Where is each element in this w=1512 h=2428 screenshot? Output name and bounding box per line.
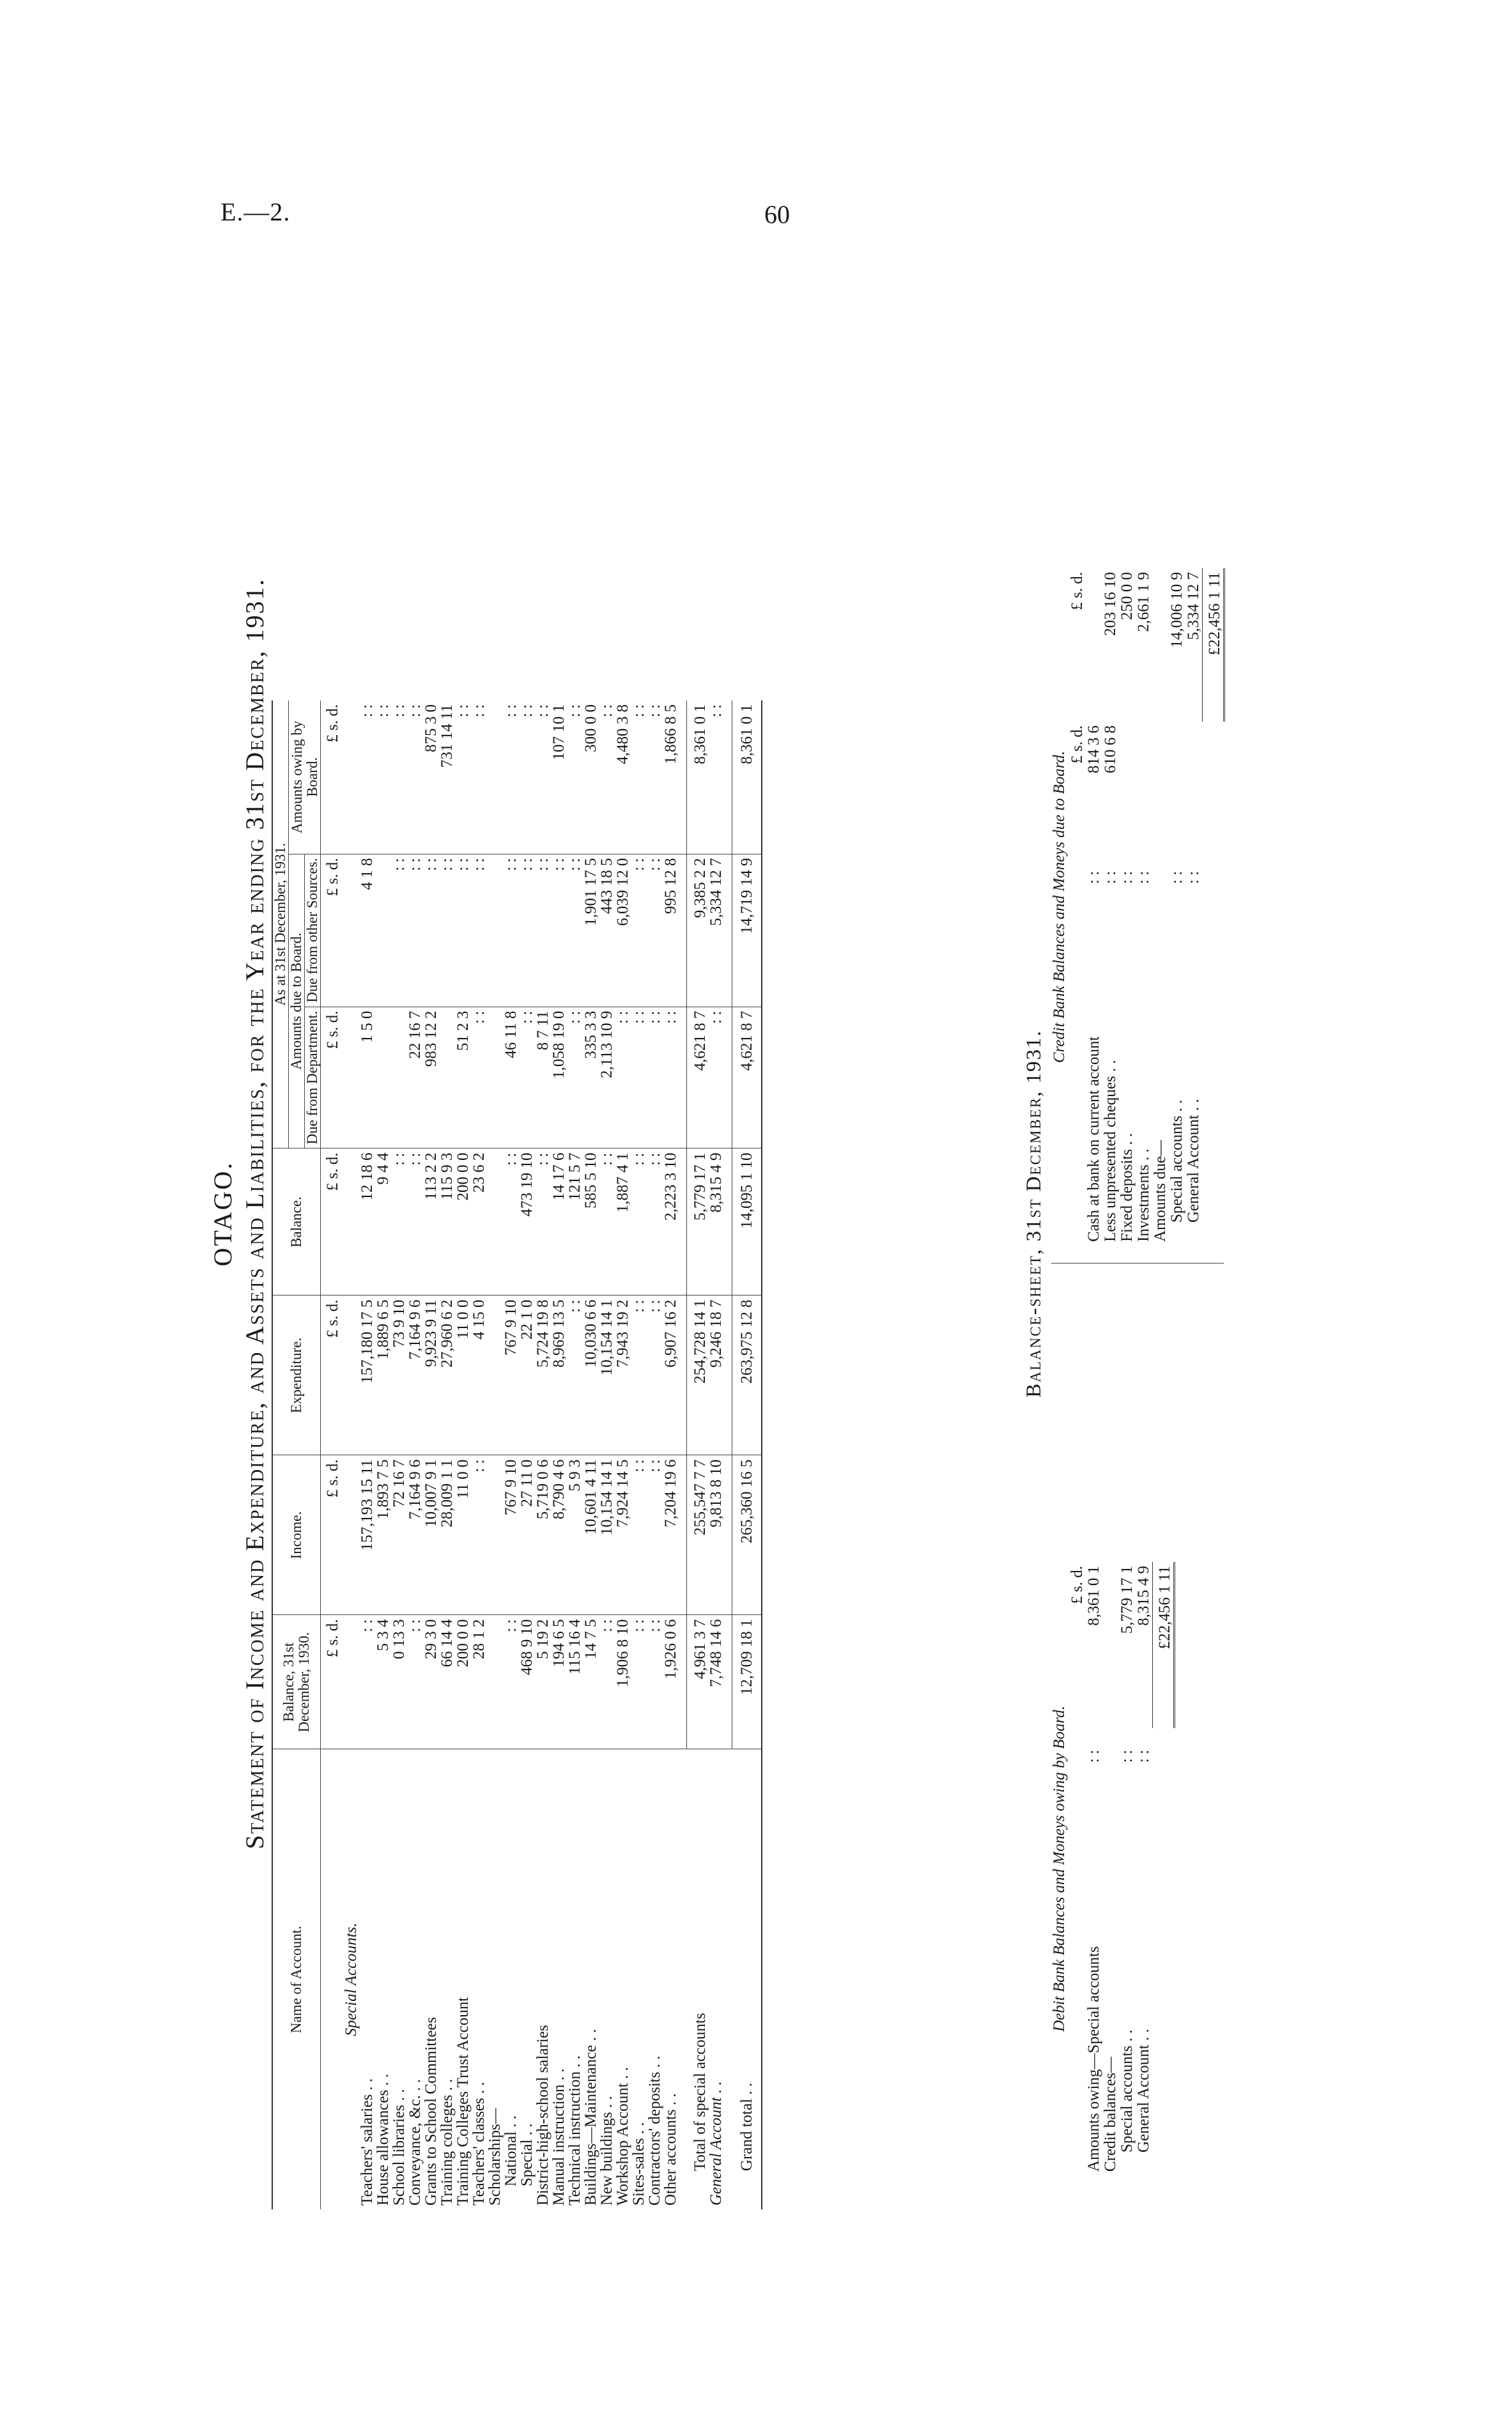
account-name: Contractors' deposits . . [646, 2055, 663, 2206]
cell-bal-prev: : : [407, 1615, 423, 1749]
cell-other: : : [439, 854, 455, 1007]
credit-table [1069, 568, 1225, 1246]
cell-bal-prev: 194 6 5 [551, 1615, 567, 1749]
credit-amount [1086, 568, 1102, 722]
col-header-due-to-board: Amounts due to Board. [289, 854, 305, 1148]
cell-expend: 7,164 9 6 [407, 1295, 423, 1455]
cell-dept: : : [567, 1007, 583, 1148]
account-rows [359, 700, 679, 2209]
cell-owing: : : [359, 700, 375, 854]
cell-expend: 1,889 6 5 [375, 1295, 391, 1455]
cell-bal-prev: 200 0 0 [455, 1615, 471, 1749]
cell-bal-prev: : : [503, 1615, 519, 1749]
cell-other: 1,901 17 5 [583, 854, 599, 1007]
cell-income: 7,924 14 5 [615, 1455, 631, 1615]
debit-label: Credit balances— [1102, 2057, 1119, 2172]
cell-expend: 5,724 19 8 [535, 1295, 551, 1455]
credit-dots: : : [1118, 870, 1136, 884]
statement-table [272, 700, 762, 2209]
cell-dept: 8 7 11 [535, 1007, 551, 1148]
table-row [583, 700, 599, 2209]
cell-other: : : [631, 854, 647, 1007]
credit-label: Cash at bank on current account [1085, 1036, 1102, 1242]
cell-income: 157,193 15 11 [359, 1455, 375, 1615]
credit-dots: : : [1102, 870, 1119, 884]
cell-income: : : [647, 1455, 663, 1615]
credit-sub [1169, 722, 1185, 849]
cell-dept: : : [631, 1007, 647, 1148]
credit-sub: 610 6 8 [1102, 725, 1119, 773]
cell-owing: : : [471, 700, 487, 854]
cell-expend: 157,180 17 5 [359, 1295, 375, 1455]
table-row [535, 700, 551, 2209]
cell-bal-prev: 14 7 5 [583, 1615, 599, 1749]
cell-owing [487, 700, 503, 854]
cell-owing: 107 10 1 [551, 700, 567, 854]
debit-amount: 8,361 0 1 [1085, 1566, 1102, 1626]
account-name: New buildings . . [598, 2096, 615, 2206]
table-row [647, 700, 663, 2209]
debit-amount: 5,779 17 1 [1118, 1566, 1136, 1634]
credit-amount: 250 0 0 [1118, 572, 1136, 620]
credit-dots: : : [1085, 870, 1102, 884]
credit-amount: 203 16 10 [1102, 572, 1119, 636]
cell-bal-prev: : : [359, 1615, 375, 1749]
debit-amount: 8,315 4 9 [1135, 1566, 1152, 1626]
credit-sub [1136, 722, 1152, 849]
table-row [375, 700, 391, 2209]
cell-other: : : [535, 854, 551, 1007]
table-row [359, 700, 375, 2209]
debit-dots [1102, 1728, 1119, 1767]
cell-dept: : : [647, 1007, 663, 1148]
cell-bal-prev: : : [599, 1615, 615, 1749]
cell-balance: 473 19 10 [519, 1148, 535, 1295]
credit-sub: 814 3 6 [1085, 725, 1102, 773]
col-header-name: Name of Account. [272, 1749, 321, 2209]
account-name: Teachers' salaries . . [359, 2078, 376, 2206]
cell-owing: : : [647, 700, 663, 854]
cell-income: 10,007 9 1 [423, 1455, 439, 1615]
cell-owing: : : [455, 700, 471, 854]
debit-dots: : : [1135, 1749, 1152, 1763]
credit-label: Less unpresented cheques . . [1102, 1060, 1119, 1242]
account-name: Training Colleges Trust Account [454, 1997, 472, 2206]
section-label: Special Accounts. [343, 1922, 360, 2036]
cell-other: 995 12 8 [663, 854, 679, 1007]
debit-total: £22,456 1 11 [1153, 1562, 1175, 1728]
balance-sheet-title: Balance-sheet, 31st December, 1931. [1022, 1030, 1045, 1398]
table-row [487, 700, 503, 2209]
cell-owing: : : [567, 700, 583, 854]
credit-label: Investments . . [1135, 1148, 1152, 1242]
cell-bal-prev: 0 13 3 [391, 1615, 407, 1749]
col-header-owing: Amounts owing by Board. [289, 700, 321, 854]
cell-other: : : [391, 854, 407, 1007]
cell-dept: : : [471, 1007, 487, 1148]
cell-income: 28,009 1 1 [439, 1455, 455, 1615]
cell-other: : : [647, 854, 663, 1007]
cell-dept [487, 1007, 503, 1148]
cell-other: : : [503, 854, 519, 1007]
cell-expend: 73 9 10 [391, 1295, 407, 1455]
page-ref: E.—2. [220, 197, 291, 226]
cell-owing: : : [631, 700, 647, 854]
list-item [1086, 1562, 1102, 2176]
debit-dots: : : [1118, 1749, 1136, 1763]
cell-income: 7,164 9 6 [407, 1455, 423, 1615]
account-name: Grants to School Committees [422, 2016, 440, 2206]
debit-units: £ s. d. [1068, 1566, 1086, 1604]
cell-other: : : [471, 854, 487, 1007]
col-header-as-at: As at 31st December, 1931. [272, 700, 289, 1148]
col-header-balance: Balance. [272, 1148, 321, 1295]
cell-income [487, 1455, 503, 1615]
table-row [519, 700, 535, 2209]
list-item [1152, 568, 1169, 1246]
credit-amount: 5,334 12 7 [1185, 572, 1202, 640]
account-name: School libraries . . [390, 2089, 408, 2206]
cell-expend: 6,907 16 2 [663, 1295, 679, 1455]
debit-section [1051, 1562, 1175, 2176]
table-row [391, 700, 407, 2209]
col-header-due-other: Due from other Sources. [305, 854, 321, 1007]
cell-balance: 113 2 2 [423, 1148, 439, 1295]
credit-dots: : : [1135, 870, 1152, 884]
table-row [471, 700, 487, 2209]
list-item [1102, 568, 1119, 1246]
cell-bal-prev: 5 3 4 [375, 1615, 391, 1749]
balance-sheet-divider [1051, 1263, 1224, 1264]
col-header-due-dept: Due from Department. [305, 1007, 321, 1148]
debit-label: Amounts owing—Special accounts [1085, 1946, 1102, 2172]
cell-other: : : [455, 854, 471, 1007]
cell-balance: 1,887 4 1 [615, 1148, 631, 1295]
cell-other: 443 18 5 [599, 854, 615, 1007]
cell-balance: 200 0 0 [455, 1148, 471, 1295]
cell-owing: 875 3 0 [423, 700, 439, 854]
cell-expend: 9,923 9 11 [423, 1295, 439, 1455]
credit-amount: 2,661 1 9 [1135, 572, 1152, 632]
table-row [439, 700, 455, 2209]
table-row [503, 700, 519, 2209]
cell-expend: 4 15 0 [471, 1295, 487, 1455]
cell-owing: : : [519, 700, 535, 854]
cell-income: 72 16 7 [391, 1455, 407, 1615]
cell-other: : : [551, 854, 567, 1007]
cell-dept: : : [615, 1007, 631, 1148]
cell-income: 7,204 19 6 [663, 1455, 679, 1615]
cell-owing: 4,480 3 8 [615, 700, 631, 854]
cell-income: 5,719 0 6 [535, 1455, 551, 1615]
cell-dept [439, 1007, 455, 1148]
table-row [631, 700, 647, 2209]
cell-balance: : : [599, 1148, 615, 1295]
cell-dept [391, 1007, 407, 1148]
cell-balance [487, 1148, 503, 1295]
cell-bal-prev: 29 3 0 [423, 1615, 439, 1749]
cell-income: 27 11 0 [519, 1455, 535, 1615]
cell-dept: 983 12 2 [423, 1007, 439, 1148]
cell-dept: 335 3 3 [583, 1007, 599, 1148]
cell-bal-prev: : : [647, 1615, 663, 1749]
table-row [615, 700, 631, 2209]
cell-income: 11 0 0 [455, 1455, 471, 1615]
account-name: Buildings—Maintenance . . [582, 2029, 599, 2206]
cell-expend: 22 1 0 [519, 1295, 535, 1455]
cell-other: : : [423, 854, 439, 1007]
account-name: Manual instruction . . [550, 2068, 567, 2206]
cell-owing: : : [535, 700, 551, 854]
cell-balance: : : [407, 1148, 423, 1295]
cell-balance: 14 17 6 [551, 1148, 567, 1295]
cell-balance: : : [647, 1148, 663, 1295]
total-special-row: Total of special accounts 4,961 3 7 255,547 7 7 254,728 14 1 5,779 17 1 4,621 8 7 9,385 2 2 8,361 0 1 [687, 700, 709, 2209]
cell-other: : : [407, 854, 423, 1007]
debit-label: General Account . . [1135, 2029, 1152, 2153]
grand-total-row: Grand total . . 12,709 18 1 265,360 16 5 263,975 12 8 14,095 1 10 4,621 8 7 14,719 14 9 8,361 0 1 [732, 700, 755, 2209]
cell-dept: 1 5 0 [359, 1007, 375, 1148]
account-name: House allowances . . [374, 2073, 392, 2206]
units-row: £ s. d. £ s. d. £ s. d. £ s. d. £ s. d. £ s. d. £ s. d. [321, 700, 341, 2209]
credit-sub [1152, 722, 1169, 849]
cell-bal-prev [487, 1615, 503, 1749]
credit-amount: 14,006 10 9 [1168, 572, 1185, 648]
table-row [567, 700, 583, 2209]
debit-table [1069, 1562, 1175, 2176]
cell-expend: 10,154 14 1 [599, 1295, 615, 1455]
cell-dept: 1,058 19 0 [551, 1007, 567, 1148]
cell-dept: 51 2 3 [455, 1007, 471, 1148]
cell-dept: : : [519, 1007, 535, 1148]
credit-label: General Account . . [1185, 1099, 1202, 1223]
cell-expend: : : [567, 1295, 583, 1455]
account-name: District-high-school salaries [534, 2025, 552, 2206]
cell-expend: 10,030 6 6 [583, 1295, 599, 1455]
cell-income: 5 9 3 [567, 1455, 583, 1615]
cell-owing: 731 14 11 [439, 700, 455, 854]
cell-other [375, 854, 391, 1007]
list-item [1119, 568, 1136, 1246]
cell-bal-prev: 115 16 4 [567, 1615, 583, 1749]
cell-bal-prev: 1,906 8 10 [615, 1615, 631, 1749]
cell-owing: : : [375, 700, 391, 854]
statement-title: Statement of Income and Expenditure, and Assets and Liabilities, for the Year ending 31st December, 1931. [240, 578, 269, 1850]
credit-dots: : : [1185, 870, 1202, 884]
cell-balance: : : [631, 1148, 647, 1295]
account-name: Sites-sales . . [630, 2122, 647, 2206]
account-name: Technical instruction . . [566, 2055, 583, 2206]
list-item [1169, 568, 1185, 1246]
cell-balance: 585 5 10 [583, 1148, 599, 1295]
table-row [407, 700, 423, 2209]
cell-income: 1,893 7 5 [375, 1455, 391, 1615]
cell-bal-prev: 468 9 10 [519, 1615, 535, 1749]
col-header-balance-prev: Balance, 31st December, 1930. [272, 1615, 321, 1749]
cell-expend: : : [647, 1295, 663, 1455]
cell-bal-prev: 28 1 2 [471, 1615, 487, 1749]
cell-balance: 2,223 3 10 [663, 1148, 679, 1295]
cell-expend: 767 9 10 [503, 1295, 519, 1455]
cell-balance: 115 9 3 [439, 1148, 455, 1295]
cell-expend: 7,943 19 2 [615, 1295, 631, 1455]
list-item [1086, 568, 1102, 1246]
credit-sub [1119, 722, 1136, 849]
cell-balance: 12 18 6 [359, 1148, 375, 1295]
debit-label: Special accounts . . [1118, 2029, 1136, 2153]
table-row [423, 700, 439, 2209]
cell-bal-prev: : : [631, 1615, 647, 1749]
cell-income: 10,601 4 11 [583, 1455, 599, 1615]
cell-income: : : [631, 1455, 647, 1615]
credit-label: Amounts due— [1152, 1140, 1169, 1242]
table-row [663, 700, 679, 2209]
credit-amount [1152, 568, 1169, 722]
page-title: OTAGO. [208, 1161, 237, 1267]
debit-caption: Debit Bank Balances and Moneys owing by Board. [1051, 1705, 1068, 2032]
cell-owing: : : [391, 700, 407, 854]
credit-sub [1185, 722, 1203, 849]
col-header-expenditure: Expenditure. [272, 1295, 321, 1455]
credit-caption: Credit Bank Balances and Moneys due to Board. [1051, 750, 1068, 1063]
cell-dept: 22 16 7 [407, 1007, 423, 1148]
col-header-income: Income. [272, 1455, 321, 1615]
cell-income: 10,154 14 1 [599, 1455, 615, 1615]
cell-balance: : : [391, 1148, 407, 1295]
table-row [551, 700, 567, 2209]
cell-income: 767 9 10 [503, 1455, 519, 1615]
debit-dots: : : [1085, 1749, 1102, 1763]
cell-owing: 1,866 8 5 [663, 700, 679, 854]
cell-dept [375, 1007, 391, 1148]
credit-dots: : : [1168, 870, 1185, 884]
cell-other [487, 854, 503, 1007]
cell-other: 4 1 8 [359, 854, 375, 1007]
cell-balance: 9 4 4 [375, 1148, 391, 1295]
cell-balance: : : [535, 1148, 551, 1295]
credit-units-sub: £ s. d. [1068, 725, 1086, 764]
section-row [341, 700, 359, 2209]
cell-other: 6,039 12 0 [615, 854, 631, 1007]
cell-bal-prev: 66 14 4 [439, 1615, 455, 1749]
cell-income: 8,790 4 6 [551, 1455, 567, 1615]
credit-dots [1152, 849, 1169, 888]
cell-other: : : [519, 854, 535, 1007]
debit-amount [1102, 1562, 1119, 1728]
cell-expend: 11 0 0 [455, 1295, 471, 1455]
cell-owing: 300 0 0 [583, 700, 599, 854]
account-name: Conveyance, &c. . . [406, 2079, 424, 2206]
account-name: Scholarships— [486, 2108, 504, 2206]
cell-owing: : : [503, 700, 519, 854]
cell-balance: 121 5 7 [567, 1148, 583, 1295]
table-row [455, 700, 471, 2209]
cell-dept: 2,113 10 9 [599, 1007, 615, 1148]
account-name: Training colleges . . [438, 2078, 456, 2206]
account-name: National . . [502, 2115, 520, 2186]
credit-units: £ s. d. [1068, 572, 1086, 610]
cell-bal-prev: 1,926 0 6 [663, 1615, 679, 1749]
list-item [1136, 568, 1152, 1246]
credit-label: Fixed deposits . . [1118, 1133, 1136, 1242]
cell-balance: : : [503, 1148, 519, 1295]
credit-label: Special accounts . . [1168, 1099, 1185, 1223]
page-number: 60 [764, 200, 790, 229]
cell-owing: : : [599, 700, 615, 854]
list-item [1136, 1562, 1153, 2176]
credit-total: £22,456 1 11 [1203, 568, 1224, 722]
account-name: Teachers' classes . . [470, 2082, 488, 2206]
cell-other: : : [567, 854, 583, 1007]
cell-expend: 27,960 6 2 [439, 1295, 455, 1455]
account-name: Special . . [518, 2123, 536, 2186]
cell-income: : : [471, 1455, 487, 1615]
credit-section [1051, 568, 1225, 1246]
cell-dept: 46 11 8 [503, 1007, 519, 1148]
account-name: Other accounts . . [662, 2093, 679, 2206]
cell-expend [487, 1295, 503, 1455]
cell-balance: 23 6 2 [471, 1148, 487, 1295]
cell-owing: : : [407, 700, 423, 854]
cell-expend: 8,969 13 5 [551, 1295, 567, 1455]
list-item [1119, 1562, 1136, 2176]
list-item [1185, 568, 1203, 1246]
cell-bal-prev: 5 19 2 [535, 1615, 551, 1749]
general-account-row: General Account . . 7,748 14 6 9,813 8 10 9,246 18 7 8,315 4 9 : : 5,334 12 7 : : [708, 700, 724, 2209]
list-item [1102, 1562, 1119, 2176]
cell-expend: : : [631, 1295, 647, 1455]
account-name: Workshop Account . . [614, 2067, 631, 2206]
cell-dept: : : [663, 1007, 679, 1148]
table-row [599, 700, 615, 2209]
